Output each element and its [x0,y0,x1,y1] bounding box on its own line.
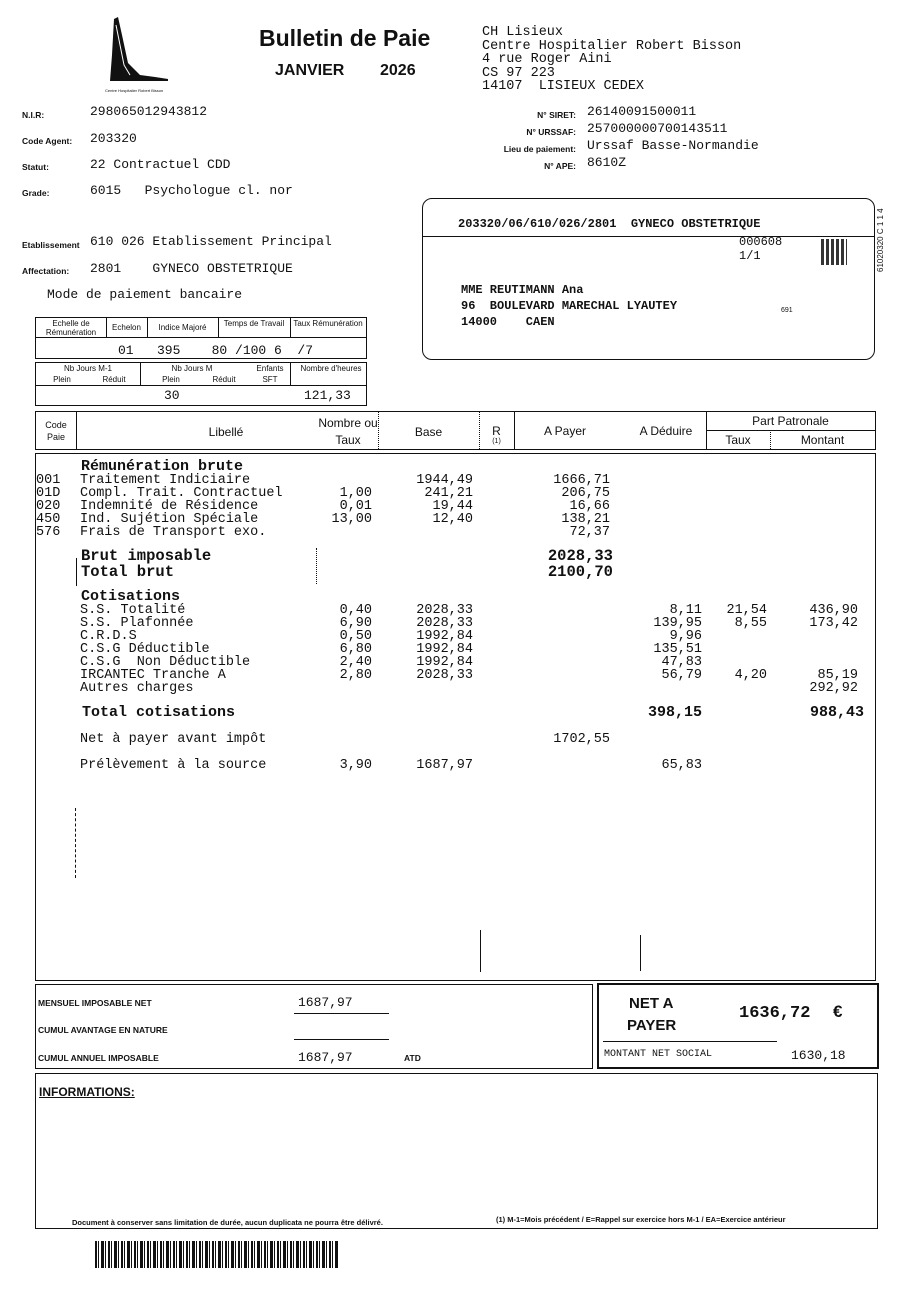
net-label-2: PAYER [627,1017,677,1034]
th-montant: Montant [800,433,845,447]
grid2-h2a: Plein [162,375,180,384]
employer-line: 14107 LISIEUX CEDEX [482,79,645,94]
cot-label: C.S.G Non Déductible [80,655,251,670]
affect-value: 2801 GYNECO OBSTETRIQUE [90,261,293,276]
rem-payer: 16,66 [569,499,610,514]
grid2-h1: Nb Jours M-1 [63,364,112,373]
th-taux: Taux [725,433,751,447]
informations-title: INFORMATIONS: [39,1085,135,1099]
employer-line: CH Lisieux [482,25,564,40]
rem-payer: 72,37 [569,525,610,540]
th-code: Code Paie [45,420,67,442]
th-libelle: Libellé [208,425,244,439]
grid2-h1a: Plein [53,375,71,384]
cot-label: IRCANTEC Tranche A [80,668,226,683]
prelevement-label: Prélèvement à la source [80,758,267,773]
prelevement-deduire: 65,83 [661,758,702,773]
footer-right: (1) M-1=Mois précédent / E=Rappel sur exercice hors M-1 / EA=Exercice antérieur [496,1215,786,1224]
rem-base: 19,44 [432,499,473,514]
urssaf-value: 257000000700143511 [587,121,728,136]
th-deduire: A Déduire [639,424,693,438]
grid-jours [35,362,367,406]
grid2-h1b: Réduit [102,375,126,384]
net-avant-impot-label: Net à payer avant impôt [80,732,267,747]
grid2-h2: Nb Jours M [171,364,213,373]
recipient-street: 96 BOULEVARD MARECHAL LYAUTEY [461,299,678,313]
cot-pmontant: 436,90 [809,603,858,618]
cot-pmontant: 292,92 [809,681,858,696]
section-cotisations: Cotisations [81,588,181,605]
rem-payer: 1666,71 [553,473,610,488]
rem-label: Traitement Indiciaire [80,473,251,488]
cot-pmontant: 85,19 [817,668,858,683]
cot-base: 2028,33 [416,603,473,618]
grid2-h2b: Réduit [212,375,236,384]
page-title: Bulletin de Paie [259,25,431,51]
rem-payer: 206,75 [561,486,610,501]
pay-year: 2026 [380,62,416,79]
statut-label: Statut: [22,162,49,172]
net-avant-impot-value: 1702,55 [553,732,610,747]
total-cotisations-deduire: 398,15 [647,704,702,721]
cot-base: 1992,84 [416,655,473,670]
recipient-name: MME REUTIMANN Ana [461,283,584,297]
statut-value: 22 Contractuel CDD [90,157,231,172]
cot-deduire: 56,79 [661,668,702,683]
currency-symbol: € [833,1002,843,1021]
rem-label: Frais de Transport exo. [80,525,267,540]
th-base: Base [414,425,443,439]
urssaf-label: N° URSSAF: [526,127,576,137]
nir-value: 298065012943812 [90,104,208,119]
net-label-1: NET A [629,995,674,1012]
rem-nombre: 0,01 [339,499,372,514]
table-header [35,411,876,450]
lieu-value: Urssaf Basse-Normandie [587,138,759,153]
rem-base: 12,40 [432,512,473,527]
brut-imposable-label: Brut imposable [81,547,212,565]
annuel-value: 1687,97 [298,1050,353,1065]
mensuel-value: 1687,97 [298,995,353,1010]
siret-label: N° SIRET: [537,110,576,120]
cot-label: Autres charges [80,681,194,696]
avantage-label: CUMUL AVANTAGE EN NATURE [38,1025,168,1035]
prelevement-taux: 3,90 [339,758,372,773]
grid2-h3a: SFT [262,375,278,384]
total-cotisations-label: Total cotisations [82,704,236,721]
recipient-city: 14000 CAEN [461,315,555,329]
cot-base: 1992,84 [416,629,473,644]
grid1-h4: Temps de Travail [223,319,285,328]
datamatrix-icon [821,239,847,265]
cot-deduire: 139,95 [653,616,702,631]
rem-base: 1944,49 [416,473,473,488]
employer-line: Centre Hospitalier Robert Bisson [482,38,742,54]
grade-value: 6015 Psychologue cl. nor [90,183,293,198]
cot-label: S.S. Totalité [80,603,186,618]
cot-label: S.S. Plafonnée [80,616,194,631]
ape-value: 8610Z [587,155,627,170]
pay-month: JANVIER [275,62,345,79]
rem-label: Indemnité de Résidence [80,499,259,514]
grid1-h1: Echelle de Rémunération [45,319,97,337]
grid1-values: 01 395 80 /100 6 /7 [118,343,314,358]
rem-payer: 138,21 [561,512,610,527]
cot-taux: 6,90 [339,616,372,631]
cot-base: 1992,84 [416,642,473,657]
rem-code: 001 [36,473,61,488]
rem-label: Ind. Sujétion Spéciale [80,512,259,527]
cot-ptaux: 4,20 [734,668,767,683]
rem-label: Compl. Trait. Contractuel [80,486,283,501]
cot-ptaux: 21,54 [726,603,767,618]
grid2-h4: Nombre d'heures [300,364,362,373]
cot-taux: 0,50 [339,629,372,644]
social-value: 1630,18 [791,1048,846,1063]
footer-left: Document à conserver sans limitation de durée, aucun duplicata ne pourra être délivré. [72,1218,383,1227]
cot-taux: 2,80 [339,668,372,683]
totals-box [35,984,593,1069]
net-box [597,983,879,1069]
cot-deduire: 8,11 [669,603,702,618]
side-code: 61020320 C 1 1 4 [876,208,885,272]
cot-deduire: 47,83 [661,655,702,670]
section-remuneration: Rémunération brute [81,458,244,475]
lieu-label: Lieu de paiement: [503,144,576,154]
cot-deduire: 9,96 [669,629,702,644]
small-code: 691 [781,307,793,314]
address-code: 000608 [739,235,783,249]
barcode-icon [95,1241,338,1268]
rem-nombre: 1,00 [339,486,372,501]
address-box [422,198,875,360]
rem-base: 241,21 [424,486,473,501]
th-patronale: Part Patronale [752,414,829,428]
cot-base: 2028,33 [416,668,473,683]
etab-label: Etablissement [22,240,80,250]
th-nombre: Nombre ou Taux [318,416,378,447]
prelevement-base: 1687,97 [416,758,473,773]
grid2-h3: Enfants [256,364,284,373]
hospital-logo [100,15,175,100]
mensuel-label: MENSUEL IMPOSABLE NET [38,998,152,1008]
atd-label: ATD [404,1053,421,1063]
grid2-days: 30 [164,388,180,403]
total-brut-label: Total brut [81,563,175,581]
employer-address [482,26,741,94]
agent-label: Code Agent: [22,136,73,146]
siret-value: 26140091500011 [587,104,697,119]
rem-code: 576 [36,525,61,540]
grid1-h3: Indice Majoré [158,323,207,332]
grid1-h2: Echelon [112,323,141,332]
address-page: 1/1 [739,249,761,263]
net-value: 1636,72 [739,1004,811,1023]
cot-ptaux: 8,55 [734,616,767,631]
agent-value: 203320 [90,131,137,146]
brut-imposable-value: 2028,33 [547,547,613,565]
rem-code: 450 [36,512,61,527]
grid-echelle [35,317,367,359]
th-payer: A Payer [543,424,587,438]
th-r: R [492,424,501,438]
social-label: MONTANT NET SOCIAL [604,1049,713,1060]
logo-caption: Centre Hospitalier Robert Bisson [105,88,164,93]
rem-nombre: 13,00 [331,512,372,527]
address-ref: 203320/06/610/026/2801 GYNECO OBSTETRIQUE [458,217,761,231]
ape-label: N° APE: [544,161,576,171]
cot-label: C.S.G Déductible [80,642,210,657]
etab-value: 610 026 Etablissement Principal [90,234,332,249]
affect-label: Affectation: [22,266,70,276]
grade-label: Grade: [22,188,50,198]
cot-deduire: 135,51 [653,642,702,657]
employer-line: CS 97 223 [482,65,555,81]
cot-taux: 2,40 [339,655,372,670]
annuel-label: CUMUL ANNUEL IMPOSABLE [38,1053,159,1063]
informations-box [35,1073,878,1229]
cot-pmontant: 173,42 [809,616,858,631]
cot-taux: 0,40 [339,603,372,618]
payment-mode: Mode de paiement bancaire [47,287,243,302]
cot-base: 2028,33 [416,616,473,631]
th-r-note: (1) [492,438,501,445]
grid1-h5: Taux Rémunération [293,319,363,328]
rem-code: 01D [36,486,61,501]
total-brut-value: 2100,70 [547,563,613,581]
employer-line: 4 rue Roger Aini [482,52,612,67]
cot-taux: 6,80 [339,642,372,657]
grid2-hours: 121,33 [304,388,351,403]
total-cotisations-patronale: 988,43 [809,704,864,721]
nir-label: N.I.R: [22,110,45,120]
cot-label: C.R.D.S [80,629,137,644]
rem-code: 020 [36,499,61,514]
